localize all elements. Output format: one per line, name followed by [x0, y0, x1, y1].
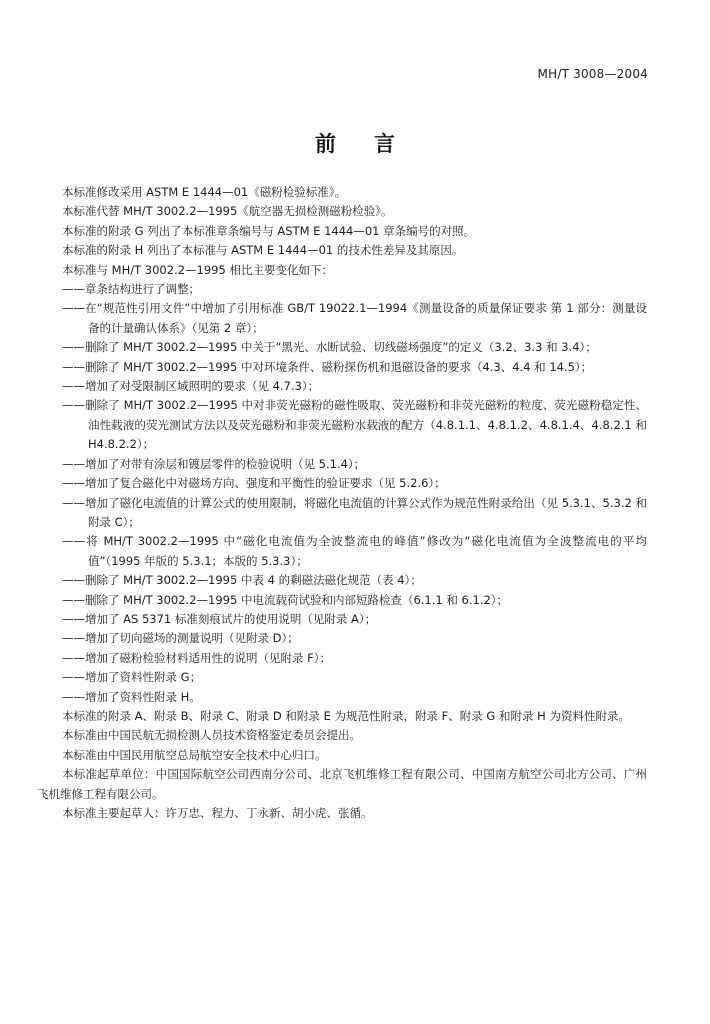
foreword-paragraph: 本标准由中国民航无损检测人员技术资格鉴定委员会提出。 — [62, 728, 361, 743]
foreword-paragraph: 本标准与 MH/T 3002.2—1995 相比主要变化如下： — [62, 262, 333, 277]
change-item: ——增加了切向磁场的测量说明（见附录 D）； — [62, 631, 299, 646]
change-item: ——删除了 MH/T 3002.2—1995 中对非荧光磁粉的磁性吸取、荧光磁粉和非荧光磁粉的粒度、荧光磁粉稳定性、油性载液的荧光测试方法以及荧光磁粉和非荧光磁粉水载液的配方（4.8.1.1、4.8.1.2、4.8.1.4、4.8.2.1 和 H4.8.2.2）； — [62, 398, 647, 452]
foreword-paragraph: 本标准起草单位：中国国际航空公司西南分公司、北京飞机维修工程有限公司、中国南方航空公司北方公司、广州飞机维修工程有限公司。 — [37, 767, 647, 801]
change-item: ——增加了对带有涂层和镀层零件的检验说明（见 5.1.4）； — [62, 456, 366, 471]
foreword-paragraph: 本标准修改采用 ASTM E 1444—01《磁粉检验标准》。 — [62, 185, 346, 199]
page-title: 前言 — [315, 131, 433, 156]
change-item: ——增加了复合磁化中对磁场方向、强度和平衡性的验证要求（见 5.2.6）； — [62, 476, 446, 491]
foreword-paragraph: 本标准的附录 A、附录 B、附录 C、附录 D 和附录 E 为规范性附录，附录 F、附录 G 和附录 H 为资料性附录。 — [62, 708, 630, 723]
change-item: ——删除了 MH/T 3002.2—1995 中关于“黑光、水断试验、切线磁场强度”的定义（3.2、3.3 和 3.4）； — [62, 340, 597, 355]
foreword-paragraph: 本标准的附录 H 列出了本标准与 ASTM E 1444—01 的技术性差异及其原因。 — [62, 243, 464, 258]
standard-number: MH/T 3008—2004 — [537, 67, 648, 81]
change-item: ——增加了对受限制区域照明的要求（见 4.7.3）； — [62, 379, 320, 394]
change-item: ——增加了 AS 5371 标准刻痕试片的使用说明（见附录 A）； — [62, 611, 377, 626]
change-item: ——删除了 MH/T 3002.2—1995 中电流载荷试验和内部短路检查（6.1.1 和 6.1.2）； — [62, 592, 509, 607]
change-item: ——章条结构进行了调整； — [62, 282, 200, 297]
change-item: ——将 MH/T 3002.2—1995 中“磁化电流值为全波整流电的峰值”修改为“磁化电流值为全波整流电的平均值”（1995 年版的 5.3.1；本版的 5.3.3）； — [62, 534, 647, 568]
foreword-paragraph: 本标准由中国民用航空总局航空安全技术中心归口。 — [62, 747, 327, 762]
foreword-paragraph: 本标准代替 MH/T 3002.2—1995《航空器无损检测磁粉检验》。 — [62, 204, 393, 219]
change-item: ——删除了 MH/T 3002.2—1995 中对环境条件、磁粉探伤机和退磁设备的要求（4.3、4.4 和 14.5）； — [62, 359, 593, 374]
change-item: ——增加了资料性附录 G； — [62, 670, 202, 685]
foreword-body — [37, 183, 647, 823]
foreword-paragraph: 本标准主要起草人：许万忠、程力、丁永新、胡小虎、张循。 — [62, 806, 373, 820]
change-item: ——删除了 MH/T 3002.2—1995 中表 4 的剩磁法磁化规范（表 4）； — [62, 573, 422, 588]
foreword-paragraph: 本标准的附录 G 列出了本标准章条编号与 ASTM E 1444—01 章条编号的对照。 — [62, 223, 476, 238]
change-item: ——增加了磁化电流值的计算公式的使用限制，将磁化电流值的计算公式作为规范性附录给出（见 5.3.1、5.3.2 和附录 C）； — [62, 495, 647, 529]
change-item: ——增加了资料性附录 H。 — [62, 689, 201, 704]
change-list — [37, 280, 647, 707]
change-item: ——在“规范性引用文件”中增加了引用标准 GB/T 19022.1—1994《测量设备的质量保证要求 第 1 部分：测量设备的计量确认体系》（见第 2 章）； — [62, 301, 647, 335]
change-item: ——增加了磁粉检验材料适用性的说明（见附录 F）； — [62, 650, 332, 665]
